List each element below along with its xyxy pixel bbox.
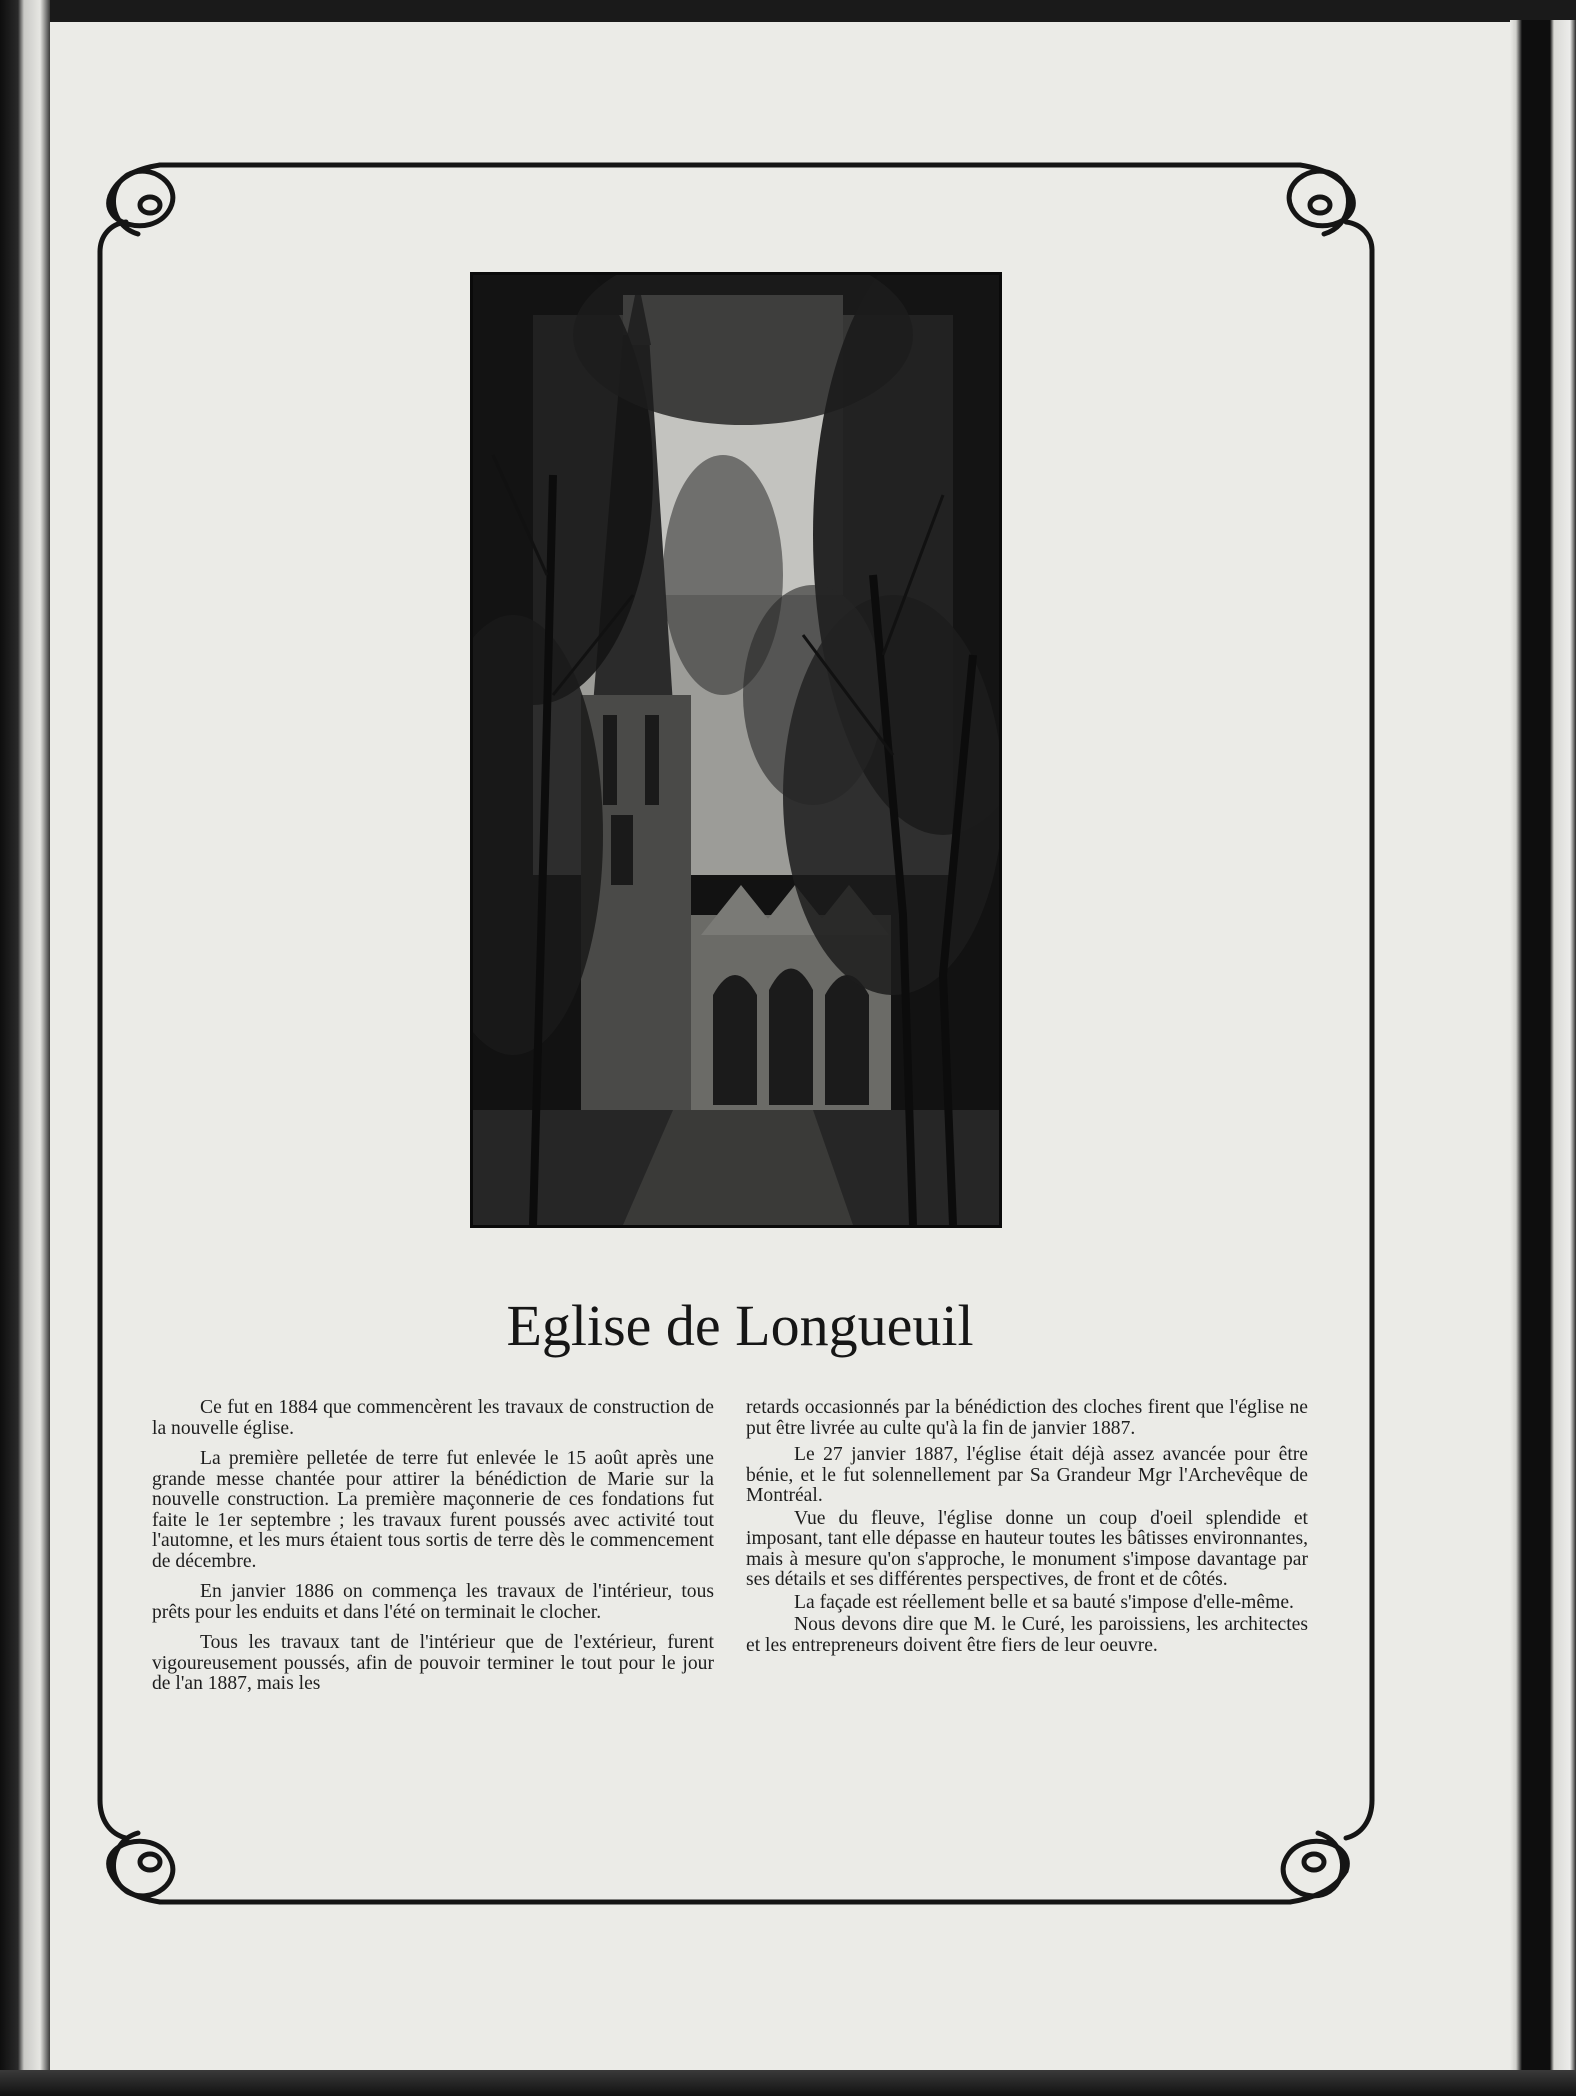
paragraph: La façade est réellement belle et sa bauté s'impose d'elle-même.	[794, 1591, 1294, 1613]
left-text-column	[152, 1398, 714, 1705]
church-photograph-illustration	[473, 275, 999, 1225]
church-photograph	[470, 272, 1002, 1228]
corner-scroll-bottom-right	[1283, 1800, 1372, 1902]
paragraph: Ce fut en 1884 que commencèrent les travaux de construction de la nouvelle église.	[152, 1397, 714, 1439]
paragraph: Tous les travaux tant de l'intérieur que de l'extérieur, furent vigoureusement poussés, afin de pouvoir terminer le tout pour le jour de l'an 1887, mais les	[152, 1632, 714, 1694]
corner-scroll-bottom-left	[100, 1800, 173, 1902]
paragraph: Nous devons dire que M. le Curé, les paroissiens, les architectes et les entrepreneurs doivent être fiers de leur oeuvre.	[746, 1614, 1308, 1656]
corner-scroll-top-left	[100, 165, 173, 252]
paragraph: La première pelletée de terre fut enlevée le 15 août après une grande messe chantée pour attirer la bénédiction de Marie sur la nouvelle construction. La première maçonnerie de ces fondations fut faite le 1er septembre ; les travaux furent poussés avec activité tout l'automne, et les murs étaient tous sortis de terre dès le commencement de décembre.	[152, 1448, 714, 1572]
paragraph: Le 27 janvier 1887, l'église était déjà assez avancée pour être bénie, et le fut solennellement par Sa Grandeur Mgr l'Archevêque de Montréal.	[746, 1444, 1308, 1506]
article-title: Eglise de Longueuil	[506, 1293, 974, 1358]
corner-scroll-top-right	[1289, 165, 1372, 250]
paragraph: retards occasionnés par la bénédiction des cloches firent que l'église ne put être livrée au culte qu'à la fin de janvier 1887.	[746, 1397, 1308, 1439]
paragraph: Vue du fleuve, l'église donne un coup d'oeil splendide et imposant, tant elle dépasse en hauteur toutes les bâtisses environnantes, mais à mesure qu'on s'approche, le monument s'impose davantage par ses détails et ses différentes perspectives, de front et de côtés.	[746, 1507, 1308, 1590]
paragraph: En janvier 1886 on commença les travaux de l'intérieur, tous prêts pour les enduits et dans l'été on terminait le clocher.	[152, 1581, 714, 1623]
right-text-column	[746, 1398, 1308, 1658]
